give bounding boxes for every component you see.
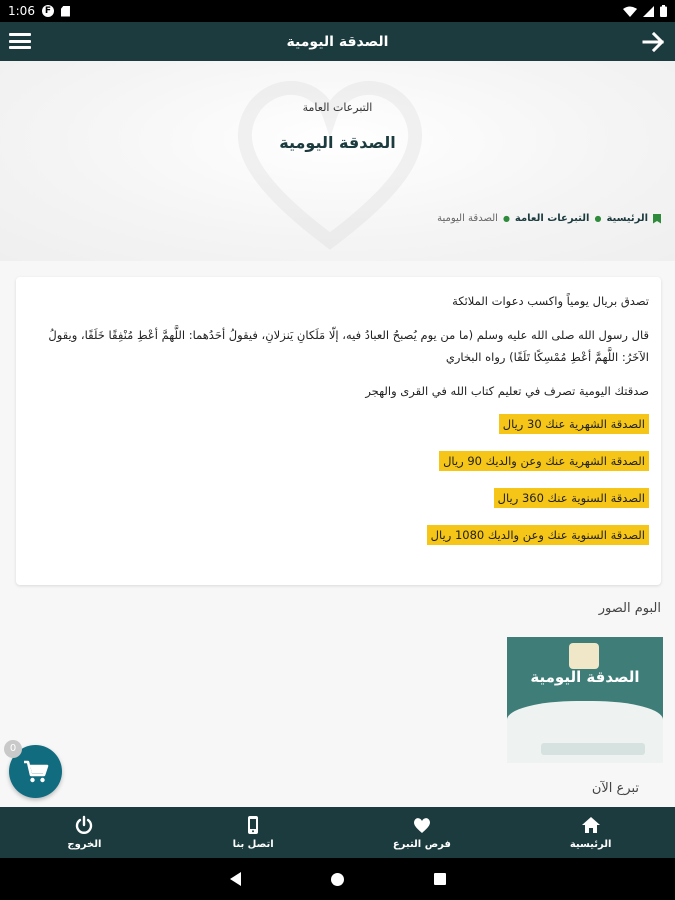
breadcrumb-separator: ● bbox=[594, 214, 602, 223]
system-recents-icon[interactable] bbox=[434, 873, 446, 885]
page-content[interactable] bbox=[0, 61, 675, 807]
nav-home[interactable] bbox=[506, 807, 675, 858]
nav-donation-opportunities[interactable] bbox=[338, 807, 507, 858]
phone-icon bbox=[243, 815, 263, 835]
donate-now-title: تبرع الآن bbox=[591, 781, 639, 796]
donation-option: الصدقة الشهرية عنك وعن والديك 90 ريال bbox=[439, 451, 649, 471]
breadcrumb-current: الصدقة اليومية bbox=[437, 213, 498, 224]
logo-icon bbox=[569, 643, 599, 669]
cell-signal-icon bbox=[643, 6, 654, 17]
album-image[interactable] bbox=[507, 637, 663, 763]
album-image-text: الصدقة اليومية bbox=[530, 668, 640, 686]
sd-card-icon bbox=[61, 6, 70, 17]
breadcrumb-section[interactable]: التبرعات العامة bbox=[514, 213, 590, 224]
status-time: 1:06 bbox=[8, 4, 35, 18]
album-image-caption-box bbox=[541, 743, 645, 755]
system-home-icon[interactable] bbox=[331, 873, 344, 886]
breadcrumb-separator: ● bbox=[502, 214, 510, 223]
donation-option: الصدقة السنوية عنك وعن والديك 1080 ريال bbox=[427, 525, 649, 545]
card-purpose: صدقتك اليومية تصرف في تعليم كتاب الله في القرى والهجر bbox=[365, 383, 649, 398]
page-title: الصدقة اليومية bbox=[279, 133, 396, 152]
breadcrumb-home[interactable]: الرئيسية bbox=[606, 213, 648, 224]
heart-icon bbox=[412, 815, 432, 835]
nav-logout-label: الخروج bbox=[67, 839, 102, 850]
bookmark-icon bbox=[653, 214, 661, 224]
bottom-nav bbox=[0, 807, 675, 858]
nav-contact[interactable] bbox=[169, 807, 338, 858]
battery-icon bbox=[660, 5, 667, 17]
description-card bbox=[16, 277, 661, 585]
heart-watermark-icon bbox=[230, 71, 430, 251]
system-back-icon[interactable] bbox=[230, 872, 241, 886]
cart-icon bbox=[23, 760, 49, 784]
donation-option: الصدقة الشهرية عنك 30 ريال bbox=[499, 414, 649, 434]
home-icon bbox=[581, 815, 601, 835]
system-nav-bar bbox=[0, 858, 675, 900]
arrow-forward-icon[interactable] bbox=[641, 29, 667, 55]
app-bar bbox=[0, 22, 675, 61]
wifi-icon bbox=[623, 6, 637, 17]
card-hadith: قال رسول الله صلى الله عليه وسلم (ما من يوم يُصبحُ العبادُ فيه، إلّا مَلَكانِ يَنزلانِ، فيقولُ أحَدُهما: اللَّهمَّ أعْطِ مُنْفِقًا خَلَفًا، ويقولُ الآخَرُ: اللَّهمَّ أعْطِ مُمْسِكًا تَلَفًا) رواه البخاري bbox=[48, 327, 649, 364]
status-bar bbox=[0, 0, 675, 22]
nav-logout[interactable] bbox=[0, 807, 169, 858]
app-bar-title: الصدقة اليومية bbox=[286, 33, 389, 50]
hero-banner bbox=[0, 61, 675, 261]
breadcrumb bbox=[437, 213, 661, 224]
nav-home-label: الرئيسية bbox=[569, 839, 612, 850]
card-intro: تصدق بريال يومياً واكسب دعوات الملائكة bbox=[452, 294, 649, 308]
donation-option: الصدقة السنوية عنك 360 ريال bbox=[494, 488, 649, 508]
hero-section-label: التبرعات العامة bbox=[302, 101, 373, 114]
power-icon bbox=[74, 815, 94, 835]
album-title: البوم الصور bbox=[598, 601, 661, 616]
menu-icon[interactable] bbox=[9, 31, 31, 51]
cart-count-badge: 0 bbox=[4, 740, 22, 758]
f-circle-icon: F bbox=[42, 5, 54, 17]
nav-contact-label: اتصل بنا bbox=[232, 839, 274, 850]
nav-donation-opportunities-label: فرص التبرع bbox=[392, 839, 451, 850]
